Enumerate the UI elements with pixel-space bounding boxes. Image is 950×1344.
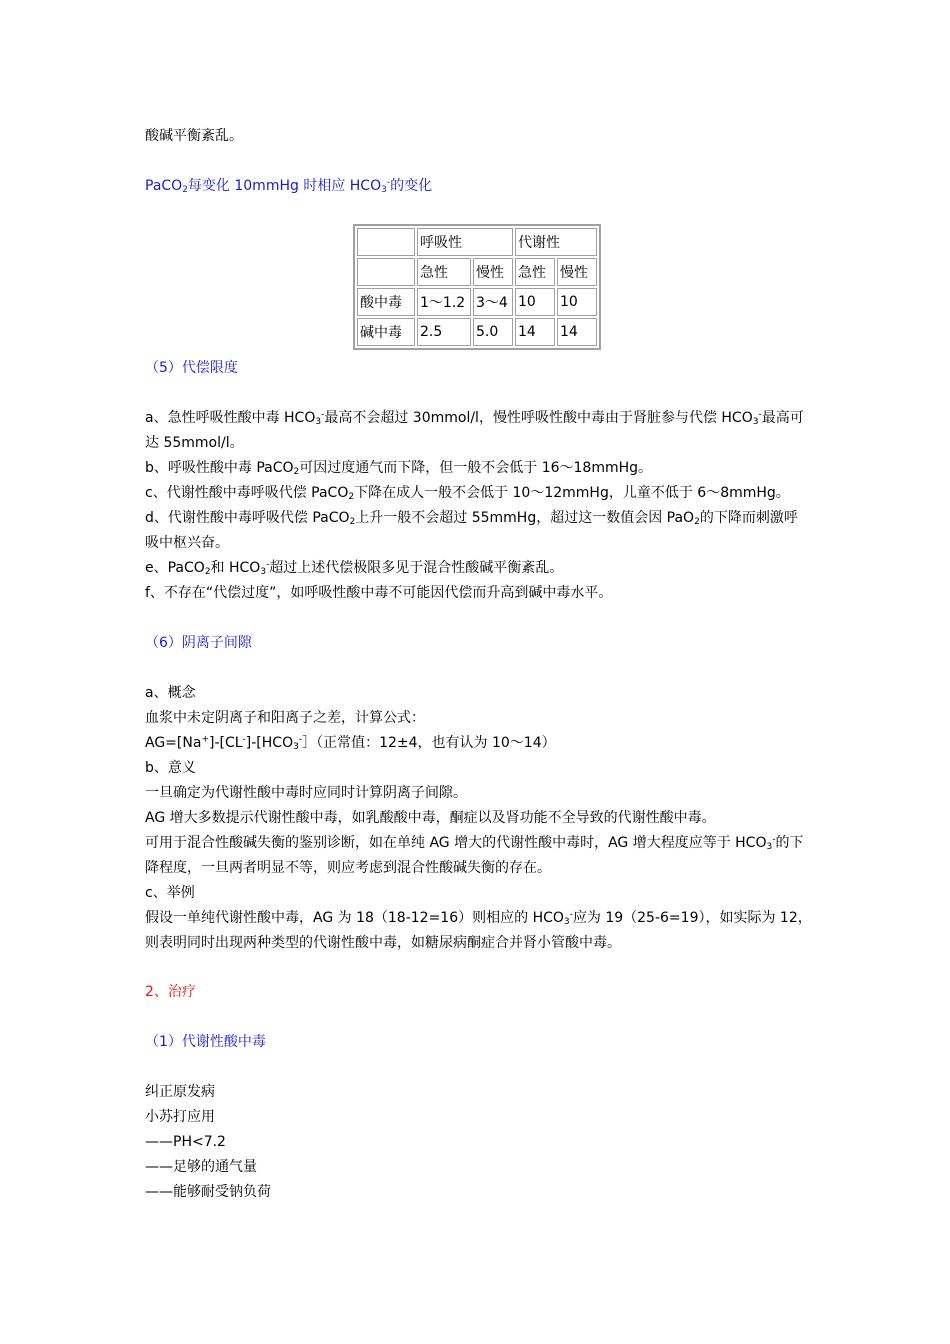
- paragraph-line: e、PaCO$_2$和 $HCO_3^-$超过上述代偿极限多见于混合性酸碱平衡紊乱。: [145, 559, 564, 577]
- section-heading: （1）代谢性酸中毒: [145, 1034, 266, 1050]
- paragraph-line: d、代谢性酸中毒呼吸代偿 PaCO$_2$上升一般不会超过 55mmHg，超过这一数值会因 PaO$_2$的下降而刺激呼: [145, 510, 798, 527]
- table-cell: 10: [515, 288, 555, 316]
- table-header-row: [357, 228, 597, 256]
- table-row: [357, 288, 597, 316]
- paragraph-line: a、急性呼吸性酸中毒 $HCO_3^-$最高不会超过 30mmol/l，慢性呼吸性酸中毒由于肾脏参与代偿 $HCO_3^-$最高可: [145, 409, 804, 427]
- table-row: [357, 318, 597, 346]
- table-cell: 5.0: [473, 318, 513, 346]
- table-cell: 酸中毒: [357, 288, 415, 316]
- section-heading-red: 2、治疗: [145, 984, 196, 1000]
- paragraph-line: b、呼吸性酸中毒 PaCO$_2$可因过度通气而下降，但一般不会低于 16～18mmHg。: [145, 460, 653, 477]
- table-cell: 14: [515, 318, 555, 346]
- table-cell: [357, 258, 415, 286]
- paragraph-line: 假设一单纯代谢性酸中毒，AG 为 18（18-12=16）则相应的 $HCO_3^-$应为 19（25-6=19），如实际为 12，: [145, 909, 812, 927]
- table-cell: 10: [557, 288, 597, 316]
- table-cell: 呼吸性: [417, 228, 513, 256]
- table-cell: 2.5: [417, 318, 471, 346]
- table-subheader-row: [357, 258, 597, 286]
- paragraph-line: AG 增大多数提示代谢性酸中毒，如乳酸酸中毒，酮症以及肾功能不全导致的代谢性酸中毒。: [145, 810, 716, 826]
- paragraph-line: c、代谢性酸中毒呼吸代偿 PaCO$_2$下降在成人一般不会低于 10～12mmHg，儿童不低于 6～8mmHg。: [145, 485, 790, 502]
- paragraph-line: 吸中枢兴奋。: [145, 535, 229, 551]
- section-heading: （5）代偿限度: [145, 360, 238, 376]
- list-item: ——PH<7.2: [145, 1134, 226, 1150]
- list-item: ——能够耐受钠负荷: [145, 1184, 271, 1200]
- paragraph-line: a、概念: [145, 685, 196, 701]
- paragraph-line: 则表明同时出现两种类型的代谢性酸中毒，如糖尿病酮症合并肾小管酸中毒。: [145, 935, 621, 951]
- formula-line: $AG=[Na^+]-[CL^-]-[HCO_3^-]$（正常值：12±4，也有认为 10～14）: [145, 734, 556, 752]
- paragraph-line: c、举例: [145, 885, 195, 901]
- table-cell: 慢性: [557, 258, 597, 286]
- paragraph-line: 达 55mmol/l。: [145, 435, 244, 451]
- intro-text: 酸碱平衡紊乱。: [145, 128, 243, 144]
- section-heading: （6）阴离子间隙: [145, 635, 252, 651]
- table-cell: 14: [557, 318, 597, 346]
- table-cell: 急性: [417, 258, 471, 286]
- table-cell: 代谢性: [515, 228, 597, 256]
- table-cell: 1～1.2: [417, 288, 471, 316]
- table-cell: 急性: [515, 258, 555, 286]
- table-cell: 3～4: [473, 288, 513, 316]
- table-cell: [357, 228, 415, 256]
- table-caption: PaCO$_2$每变化 10mmHg 时相应 $HCO_3^-$的变化: [145, 177, 433, 195]
- table-cell: 碱中毒: [357, 318, 415, 346]
- compensation-table: [353, 224, 601, 350]
- table-cell: 慢性: [473, 258, 513, 286]
- paragraph-line: f、不存在“代偿过度”，如呼吸性酸中毒不可能因代偿而升高到碱中毒水平。: [145, 585, 613, 601]
- list-item: 纠正原发病: [145, 1084, 215, 1100]
- paragraph-line: 一旦确定为代谢性酸中毒时应同时计算阴离子间隙。: [145, 785, 467, 801]
- paragraph-line: 可用于混合性酸碱失衡的鉴别诊断，如在单纯 AG 增大的代谢性酸中毒时，AG 增大程度应等于 $HCO_3^-$的下: [145, 834, 804, 852]
- list-item: 小苏打应用: [145, 1109, 215, 1125]
- paragraph-line: 降程度，一旦两者明显不等，则应考虑到混合性酸碱失衡的存在。: [145, 860, 551, 876]
- paragraph-line: b、意义: [145, 760, 196, 776]
- list-item: ——足够的通气量: [145, 1159, 257, 1175]
- paragraph-line: 血浆中未定阴离子和阳离子之差，计算公式：: [145, 710, 425, 726]
